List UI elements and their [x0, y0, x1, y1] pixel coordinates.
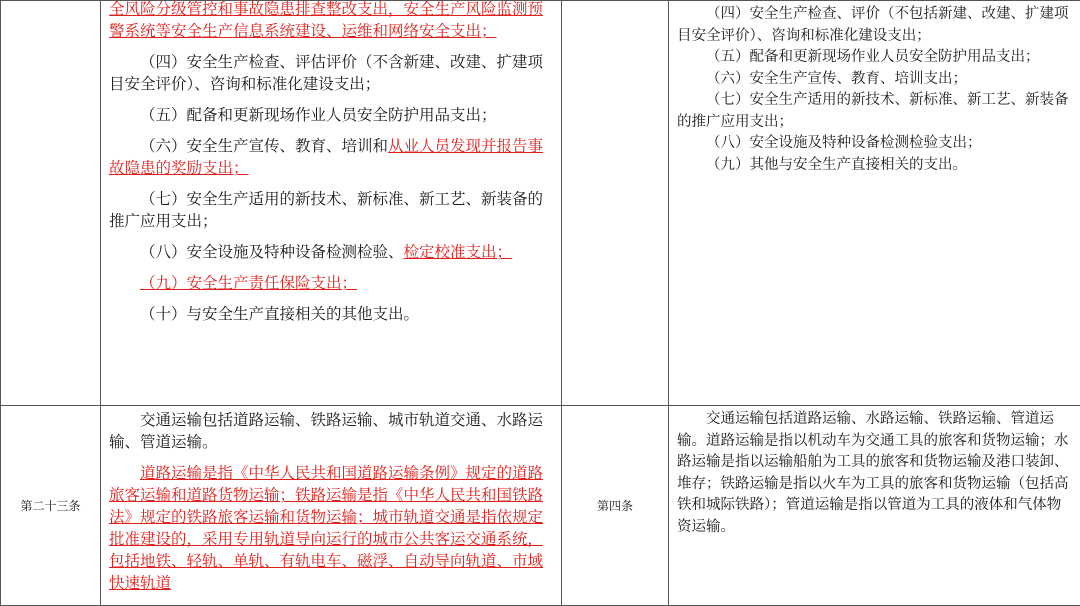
paragraph: （九）其他与安全生产直接相关的支出。 — [677, 155, 1072, 177]
paragraph: （五）配备和更新现场作业人员安全防护用品支出； — [677, 47, 1072, 69]
old-text-cell — [101, 406, 562, 606]
paragraph: 全风险分级管控和事故隐患排查整改支出，安全生产风险监测预警系统等安全生产信息系统建设、运维和网络安全支出； — [109, 0, 553, 42]
label-cell-empty — [1, 1, 101, 406]
new-text-cell — [669, 1, 1080, 406]
article-label-old: 第二十三条 — [1, 406, 101, 606]
new-text-cell — [669, 406, 1080, 606]
added-text: 从业人员发现并报告事故隐患的奖励支出； — [109, 137, 543, 177]
added-text: 道路运输是指《中华人民共和国道路运输条例》规定的道路旅客运输和道路货物运输；铁路运输是指《中华人民共和国铁路法》规定的铁路旅客运输和货物运输；城市轨道交通是指依规定批准建设的，采用专用轨道导向运行的城市公共客运交通系统，包括地铁、轻轨、单轨、有轨电车、磁浮、自动导向轨道、市域快速轨道 — [109, 462, 553, 594]
table-row — [1, 406, 1080, 606]
added-text: 检定校准支出； — [404, 243, 513, 261]
paragraph: （六）安全生产宣传、教育、培训支出； — [677, 69, 1072, 91]
paragraph — [109, 272, 553, 294]
paragraph — [109, 241, 553, 263]
paragraph: （七）安全生产适用的新技术、新标准、新工艺、新装备的推广应用支出； — [109, 188, 553, 232]
text-span: （八）安全设施及特种设备检测检验、 — [140, 243, 404, 261]
added-text: （九）安全生产责任保险支出； — [140, 274, 357, 292]
text-span: （六）安全生产宣传、教育、培训和 — [140, 137, 388, 155]
paragraph: （十）与安全生产直接相关的其他支出。 — [109, 303, 553, 325]
old-text-cell — [101, 1, 562, 406]
paragraph: 交通运输包括道路运输、铁路运输、城市轨道交通、水路运输、管道运输。 — [109, 409, 553, 453]
paragraph: （四）安全生产检查、评估评价（不含新建、改建、扩建项目安全评价）、咨询和标准化建设支出； — [109, 51, 553, 95]
table-row — [1, 1, 1080, 406]
paragraph: （七）安全生产适用的新技术、新标准、新工艺、新装备的推广应用支出； — [677, 90, 1072, 133]
paragraph: （八）安全设施及特种设备检测检验支出； — [677, 133, 1072, 155]
paragraph: 交通运输包括道路运输、水路运输、铁路运输、管道运输。道路运输是指以机动车为交通工具的旅客和货物运输；水路运输是指以运输船舶为工具的旅客和货物运输及港口装卸、堆存；铁路运输是指以火车为工具的旅客和货物运输（包括高铁和城际铁路）；管道运输是指以管道为工具的液体和气体物资运输。 — [677, 409, 1072, 538]
paragraph: （四）安全生产检查、评价（不包括新建、改建、扩建项目安全评价）、咨询和标准化建设支出； — [677, 4, 1072, 47]
paragraph — [109, 135, 553, 179]
label-cell-empty — [562, 1, 669, 406]
paragraph: （五）配备和更新现场作业人员安全防护用品支出； — [109, 104, 553, 126]
article-label-new: 第四条 — [562, 406, 669, 606]
